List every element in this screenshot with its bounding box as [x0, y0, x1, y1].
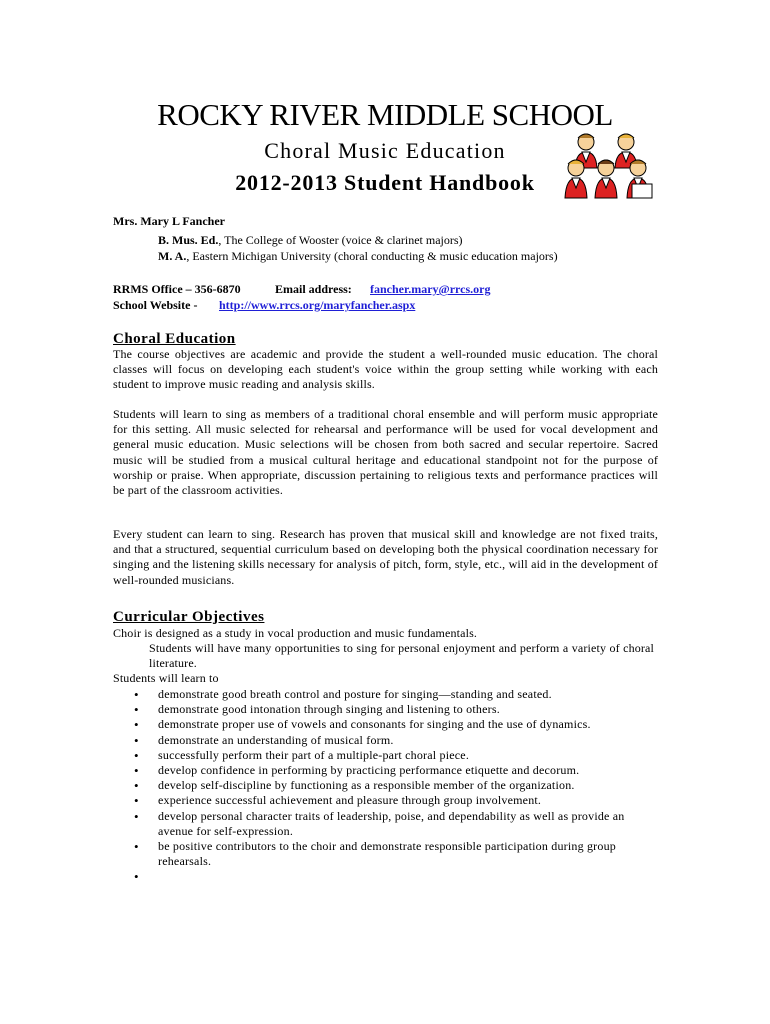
degree-bachelor-text: , The College of Wooster (voice & clarinet majors) — [218, 233, 463, 247]
list-item: • successfully perform their part of a multiple-part choral piece. — [113, 748, 658, 763]
choral-education-heading: Choral Education — [113, 331, 236, 347]
objectives-intro: Choir is designed as a study in vocal production and music fundamentals. — [113, 626, 478, 640]
school-title: ROCKY RIVER MIDDLE SCHOOL — [157, 97, 613, 132]
list-item: • be positive contributors to the choir and demonstrate responsible participation during group rehearsals. — [113, 839, 658, 869]
degree-bachelor — [158, 233, 463, 248]
degree-master — [158, 249, 558, 264]
list-item: • demonstrate proper use of vowels and consonants for singing and the use of dynamics. — [113, 717, 658, 732]
choir-singers-icon — [562, 128, 654, 204]
objectives-lead: Students will learn to — [113, 671, 219, 685]
choral-education-paragraph-2: Students will learn to sing as members of a traditional choral ensemble and will perform music appropriate for this setting. All music selected for rehearsal and performance will be used for vocal development and general music education. Music selections will be chosen from both sacred and secular repertoire. Sacred music will be studied from a musical cultural heritage and educational standpoint not for the purpose of worship or praise. When appropriate, discussion pertaining to religious texts and performance practices will be part of the classroom activities. — [113, 407, 658, 498]
list-item: • develop personal character traits of leadership, poise, and dependability as well as provide an avenue for self-expression. — [113, 809, 658, 839]
degree-master-label: M. A. — [158, 249, 187, 263]
list-item: • develop self-discipline by functioning as a responsible member of the organization. — [113, 778, 658, 793]
email-label: Email address: — [275, 282, 352, 296]
curricular-objectives-heading: Curricular Objectives — [113, 609, 265, 625]
office-phone: RRMS Office – 356-6870 — [113, 282, 241, 296]
degree-master-text: , Eastern Michigan University (choral conducting & music education majors) — [186, 249, 558, 263]
choral-education-paragraph-1: The course objectives are academic and provide the student a well-rounded music education. The choral classes will focus on developing each student's voice within the group setting while working with each student to improve music reading and analysis skills. — [113, 347, 658, 392]
list-item — [113, 869, 658, 884]
website-link[interactable]: http://www.rrcs.org/maryfancher.aspx — [219, 298, 416, 312]
list-item: • experience successful achievement and pleasure through group involvement. — [113, 793, 658, 808]
list-item: • demonstrate good breath control and posture for singing—standing and seated. — [113, 687, 658, 702]
degree-bachelor-label: B. Mus. Ed. — [158, 233, 219, 247]
list-item: • demonstrate good intonation through singing and listening to others. — [113, 702, 658, 717]
email-link[interactable]: fancher.mary@rrcs.org — [370, 282, 491, 296]
teacher-name: Mrs. Mary L Fancher — [113, 214, 225, 228]
objectives-opportunity: Students will have many opportunities to sing for personal enjoyment and perform a variety of choral literature. — [149, 641, 654, 671]
list-item: • develop confidence in performing by practicing performance etiquette and decorum. — [113, 763, 658, 778]
handbook-title: 2012-2013 Student Handbook — [235, 170, 535, 195]
website-label: School Website - — [113, 298, 198, 312]
program-title: Choral Music Education — [264, 138, 506, 163]
list-item: • demonstrate an understanding of musical form. — [113, 733, 658, 748]
choral-education-paragraph-3: Every student can learn to sing. Research has proven that musical skill and knowledge are not fixed traits, and that a structured, sequential curriculum based on developing both the physical coordination necessary for singing and the listening skills necessary for analysis of pitch, form, style, etc., will aid in the development of well-rounded musicians. — [113, 527, 658, 587]
objectives-list — [113, 687, 658, 885]
